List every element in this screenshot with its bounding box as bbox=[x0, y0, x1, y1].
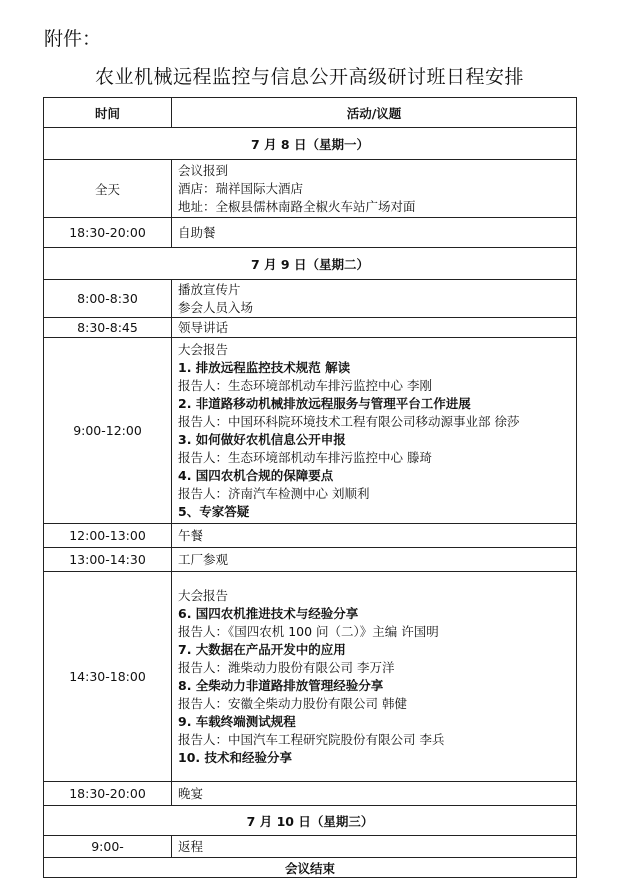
agenda-topic: 5、专家答疑 bbox=[178, 503, 250, 519]
schedule-row bbox=[44, 548, 577, 572]
day-date: 7 月 8 日（星期一） bbox=[44, 128, 577, 160]
day-date: 7 月 10 日（星期三） bbox=[44, 806, 577, 836]
activity-column-header: 活动/议题 bbox=[172, 98, 577, 128]
session-activity bbox=[172, 280, 577, 318]
schedule-row bbox=[44, 338, 577, 524]
session-time: 9:00- bbox=[44, 836, 172, 858]
day-header-row bbox=[44, 806, 577, 836]
agenda-line: 报告人：安徽全柴动力股份有限公司 韩健 bbox=[178, 695, 407, 711]
session-time: 9:00-12:00 bbox=[44, 338, 172, 524]
day-header-row bbox=[44, 128, 577, 160]
session-time: 全天 bbox=[44, 160, 172, 218]
agenda-topic: 9. 车载终端测试规程 bbox=[178, 713, 296, 729]
session-activity bbox=[172, 160, 577, 218]
agenda-topic: 2. 非道路移动机械排放远程服务与管理平台工作进展 bbox=[178, 395, 471, 411]
agenda-line: 报告人：中国汽车工程研究院股份有限公司 李兵 bbox=[178, 731, 445, 747]
agenda-line: 报告人：济南汽车检测中心 刘顺利 bbox=[178, 485, 370, 501]
session-activity bbox=[172, 548, 577, 572]
agenda-line: 大会报告 bbox=[178, 587, 229, 603]
session-time: 8:30-8:45 bbox=[44, 318, 172, 338]
agenda-line: 参会人员入场 bbox=[178, 299, 254, 315]
agenda-topic: 7. 大数据在产品开发中的应用 bbox=[178, 641, 346, 657]
closing-row bbox=[44, 858, 577, 878]
schedule-row bbox=[44, 160, 577, 218]
session-time: 14:30-18:00 bbox=[44, 572, 172, 782]
session-time: 13:00-14:30 bbox=[44, 548, 172, 572]
agenda-line: 返程 bbox=[178, 838, 204, 854]
session-activity bbox=[172, 338, 577, 524]
day-date: 7 月 9 日（星期二） bbox=[44, 248, 577, 280]
closing-text: 会议结束 bbox=[44, 858, 577, 878]
agenda-line: 工厂参观 bbox=[178, 551, 229, 567]
time-column-header: 时间 bbox=[44, 98, 172, 128]
agenda-line: 大会报告 bbox=[178, 341, 229, 357]
session-time: 18:30-20:00 bbox=[44, 218, 172, 248]
agenda-topic: 6. 国四农机推进技术与经验分享 bbox=[178, 605, 359, 621]
agenda-line: 地址：全椒县儒林南路全椒火车站广场对面 bbox=[178, 198, 416, 214]
session-activity bbox=[172, 836, 577, 858]
agenda-topic: 1. 排放远程监控技术规范 解读 bbox=[178, 359, 351, 375]
day-header-row bbox=[44, 248, 577, 280]
agenda-line: 午餐 bbox=[178, 527, 204, 543]
schedule-row bbox=[44, 524, 577, 548]
session-activity bbox=[172, 318, 577, 338]
schedule-row bbox=[44, 280, 577, 318]
agenda-line: 报告人：潍柴动力股份有限公司 李万洋 bbox=[178, 659, 395, 675]
agenda-line: 酒店：瑞祥国际大酒店 bbox=[178, 180, 304, 196]
agenda-line: 报告人：中国环科院环境技术工程有限公司移动源事业部 徐莎 bbox=[178, 413, 520, 429]
agenda-line: 晚宴 bbox=[178, 785, 204, 801]
agenda-line: 报告人：生态环境部机动车排污监控中心 李刚 bbox=[178, 377, 432, 393]
table-header-row bbox=[44, 98, 577, 128]
agenda-line: 报告人：《国四农机 100 问（二）》主编 许国明 bbox=[178, 623, 439, 639]
session-activity bbox=[172, 572, 577, 782]
session-time: 18:30-20:00 bbox=[44, 782, 172, 806]
session-time: 8:00-8:30 bbox=[44, 280, 172, 318]
session-time: 12:00-13:00 bbox=[44, 524, 172, 548]
agenda-line: 领导讲话 bbox=[178, 319, 229, 335]
agenda-topic: 10. 技术和经验分享 bbox=[178, 749, 292, 765]
schedule-row bbox=[44, 218, 577, 248]
document-title: 农业机械远程监控与信息公开高级研讨班日程安排 bbox=[94, 66, 524, 88]
agenda-line: 自助餐 bbox=[178, 224, 216, 240]
attachment-label: 附件： bbox=[44, 28, 102, 50]
schedule-row bbox=[44, 836, 577, 858]
agenda-line: 会议报到 bbox=[178, 162, 229, 178]
schedule-row bbox=[44, 782, 577, 806]
agenda-line: 报告人：生态环境部机动车排污监控中心 滕琦 bbox=[178, 449, 432, 465]
schedule-row bbox=[44, 318, 577, 338]
agenda-topic: 3. 如何做好农机信息公开申报 bbox=[178, 431, 346, 447]
agenda-topic: 8. 全柴动力非道路排放管理经验分享 bbox=[178, 677, 384, 693]
agenda-topic: 4. 国四农机合规的保障要点 bbox=[178, 467, 334, 483]
session-activity bbox=[172, 524, 577, 548]
session-activity bbox=[172, 782, 577, 806]
session-activity bbox=[172, 218, 577, 248]
schedule-row bbox=[44, 572, 577, 782]
agenda-line: 播放宣传片 bbox=[178, 281, 241, 297]
schedule-table bbox=[43, 97, 577, 878]
